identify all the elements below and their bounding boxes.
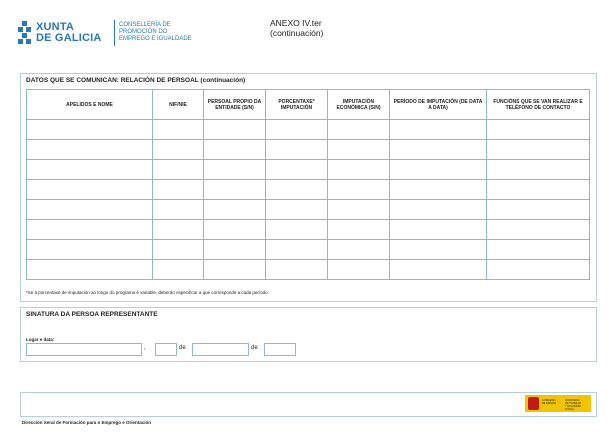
gov-text-1a: GOBIERNO [542,399,556,402]
cell-percentage[interactable] [266,260,328,280]
xunta-logo [18,20,192,50]
staff-table [26,89,590,280]
col-header-percentage: PORCENTAXE* IMPUTACIÓN [266,90,328,120]
cell-period[interactable] [390,220,487,240]
table-header-row [27,90,590,120]
cell-nif[interactable] [153,220,204,240]
annex-title [270,18,370,38]
xunta-emblem-icon [18,21,31,45]
brand-line-1: XUNTA [36,21,75,33]
cell-percentage[interactable] [266,120,328,140]
cell-functions[interactable] [487,140,590,160]
cell-name[interactable] [27,220,153,240]
col-header-name: APELIDOS E NOME [27,90,153,120]
table-row [27,120,590,140]
gov-text-2c: Y ECONOMÍA SOCIAL [565,405,581,411]
cell-nif[interactable] [153,120,204,140]
col-header-period: PERÍODO DE IMPUTACIÓN (DE DATA A DATA) [390,90,487,120]
dept-line-2: PROMOCIÓN DO [119,29,168,35]
logos-section [20,392,597,417]
table-row [27,140,590,160]
cell-name[interactable] [27,260,153,280]
cell-nif[interactable] [153,180,204,200]
cell-own-staff[interactable] [204,120,266,140]
cell-own-staff[interactable] [204,180,266,200]
cell-own-staff[interactable] [204,200,266,220]
staff-section-title: DATOS QUE SE COMUNICAN: RELACIÓN DE PERSOAL (continuación) [26,77,246,84]
annex-line-2: (continuación) [270,28,324,38]
cell-nif[interactable] [153,140,204,160]
col-header-functions: FUNCIÓNS QUE SE VAN REALIZAR E TELÉFONO DE CONTACTO [487,90,590,120]
cell-own-staff[interactable] [204,160,266,180]
cell-period[interactable] [390,200,487,220]
table-row [27,260,590,280]
cell-economic[interactable] [328,160,390,180]
cell-economic[interactable] [328,220,390,240]
cell-percentage[interactable] [266,200,328,220]
cell-functions[interactable] [487,120,590,140]
logo-divider [114,20,115,46]
cell-percentage[interactable] [266,160,328,180]
xunta-brand-text [36,22,106,44]
brand-line-2: DE GALICIA [36,32,102,44]
cell-name[interactable] [27,200,153,220]
cell-period[interactable] [390,160,487,180]
gov-text-1 [542,399,562,405]
cell-economic[interactable] [328,200,390,220]
gov-text-2 [565,399,589,411]
cell-functions[interactable] [487,200,590,220]
gov-text-1b: DE ESPAÑA [542,402,557,405]
cell-period[interactable] [390,140,487,160]
dept-line-1: CONSELLERÍA DE [119,22,171,28]
table-row [27,240,590,260]
year-field[interactable] [264,343,296,356]
gov-text-2a: MINISTERIO [565,399,580,402]
cell-percentage[interactable] [266,140,328,160]
cell-percentage[interactable] [266,220,328,240]
cell-nif[interactable] [153,260,204,280]
annex-line-1: ANEXO IV.ter [270,18,322,28]
footer-directorate: Dirección Xeral de Formación para o Emprego e Orientación [22,420,152,425]
table-row [27,200,590,220]
de-separator-1: de [179,345,186,351]
cell-functions[interactable] [487,220,590,240]
signature-section-title: SINATURA DA PERSOA REPRESENTANTE [26,311,158,318]
table-row [27,220,590,240]
cell-nif[interactable] [153,240,204,260]
day-field[interactable] [155,343,177,356]
place-field[interactable] [26,343,142,356]
cell-own-staff[interactable] [204,140,266,160]
cell-name[interactable] [27,120,153,140]
dept-line-3: EMPREGO E IGUALDADE [119,36,192,42]
cell-name[interactable] [27,140,153,160]
cell-functions[interactable] [487,160,590,180]
spain-crest-icon [528,397,539,410]
col-header-economic: IMPUTACIÓN ECONÓMICA (S/N) [328,90,390,120]
cell-functions[interactable] [487,240,590,260]
cell-period[interactable] [390,260,487,280]
cell-percentage[interactable] [266,180,328,200]
percentage-footnote: *Se a porcentaxe de imputación ao longo do programa é variable, deberán especificar a que corresponde a cada período [26,290,268,295]
cell-own-staff[interactable] [204,240,266,260]
comma-separator: , [144,345,146,351]
month-field[interactable] [192,343,249,356]
gov-text-2b: DE TRABAJO [565,402,581,405]
col-header-own-staff: PERSOAL PROPIO DA ENTIDADE (S/N) [204,90,266,120]
gobierno-espana-logo [525,395,591,412]
cell-economic[interactable] [328,180,390,200]
cell-functions[interactable] [487,260,590,280]
cell-own-staff[interactable] [204,260,266,280]
col-header-nif: NIF/NIE [153,90,204,120]
cell-percentage[interactable] [266,240,328,260]
cell-economic[interactable] [328,120,390,140]
cell-economic[interactable] [328,260,390,280]
department-name [119,22,199,43]
table-row [27,180,590,200]
table-row [27,160,590,180]
cell-name[interactable] [27,180,153,200]
cell-period[interactable] [390,240,487,260]
cell-period[interactable] [390,180,487,200]
de-separator-2: de [251,345,258,351]
cell-economic[interactable] [328,240,390,260]
place-date-label: Lugar e data: [26,337,55,342]
cell-functions[interactable] [487,180,590,200]
cell-name[interactable] [27,240,153,260]
cell-name[interactable] [27,160,153,180]
cell-economic[interactable] [328,140,390,160]
cell-nif[interactable] [153,160,204,180]
cell-nif[interactable] [153,200,204,220]
cell-own-staff[interactable] [204,220,266,240]
cell-period[interactable] [390,120,487,140]
